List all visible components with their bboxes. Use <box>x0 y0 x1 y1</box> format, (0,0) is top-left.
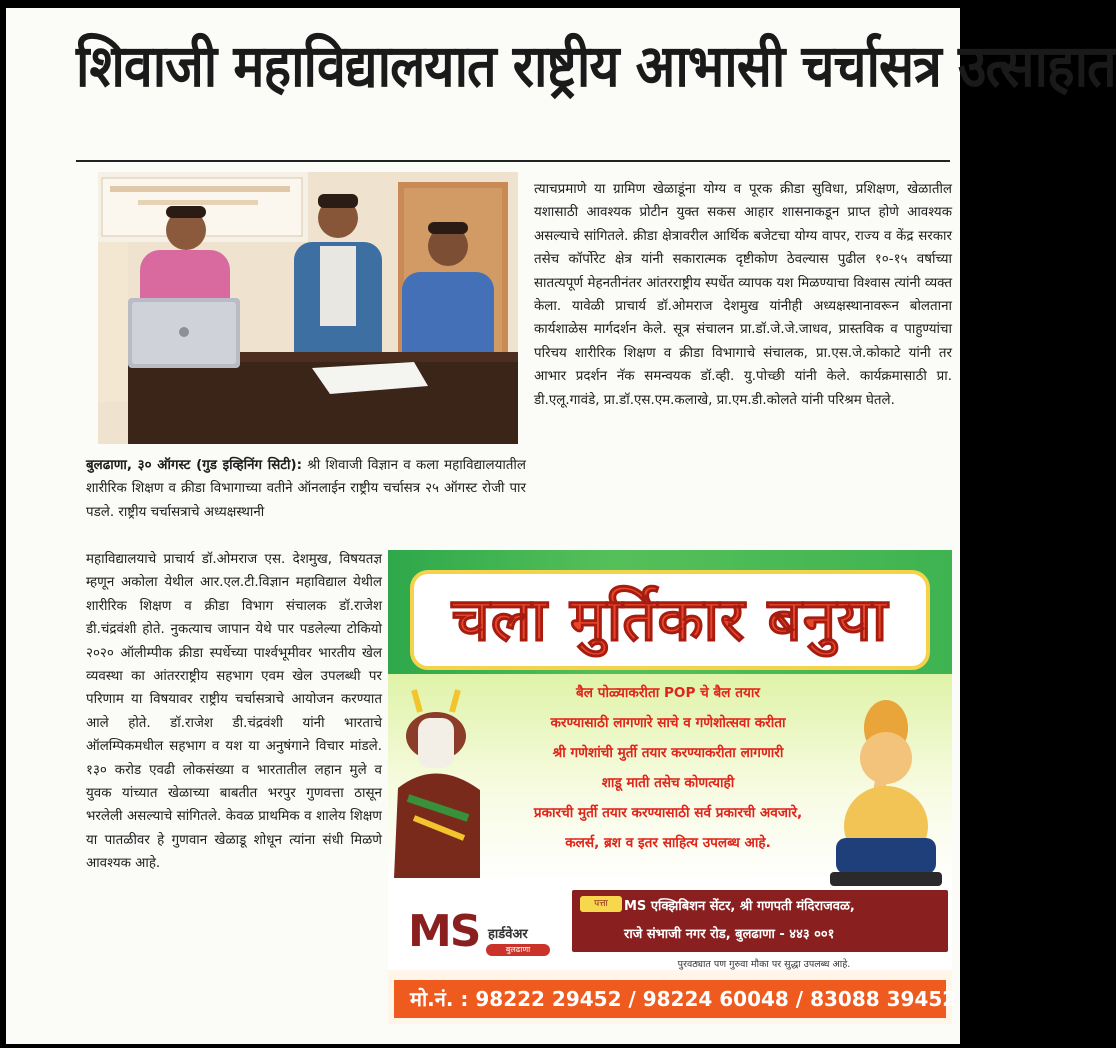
ad-line: करण्यासाठी लागणारे साचे व गणेशोत्सवा करीता <box>550 715 786 731</box>
ad-description <box>478 678 858 858</box>
article-headline: शिवाजी महाविद्यालयात राष्ट्रीय आभासी चर्चासत्र उत्साहात <box>76 33 1116 101</box>
ad-line: कलर्स, ब्रश व इतर साहित्य उपलब्ध आहे. <box>565 835 771 851</box>
ad-phone-numbers: मो.नं. : 98222 29452 / 98224 60048 / 83088 39452 <box>394 980 946 1018</box>
newspaper-clipping <box>6 8 1116 1044</box>
ms-logo: MS <box>408 906 480 957</box>
ad-line: श्री गणेशांची मुर्ती तयार करण्याकरीता लागणारी <box>552 745 784 761</box>
ad-line: बैल पोळ्याकरीता POP चे बैल तयार <box>576 685 760 701</box>
ad-address-tag: पत्ता <box>580 896 622 912</box>
ad-address-box <box>572 890 948 952</box>
ad-title: चला मुर्तिकार बनुया <box>451 585 889 655</box>
article-left-column: महाविद्यालयाचे प्राचार्य डॉ.ओमराज एस. देशमुख, विषयतज्ञ म्हणून अकोला येथील आर.एल.टी.विज्ञान महाविद्याल येथील शारीरिक शिक्षण व क्रीडा विभाग संचालक डॉ.राजेश डी.चंद्रवंशी होते. नुकत्याच जापान येथे पार पडलेल्या टोकियो २०२० ऑलीम्पीक क्रीडा स्पर्धेच्या पार्श्वभूमीवर भारतीय खेल व्यवस्था का आंतरराष्ट्रीय सहभाग एवम खेल उपलब्धी पर परिणाम या विषयावर राष्ट्रीय चर्चासत्राचे आयोजन करण्यात आले होते. डॉ.राजेश डी.चंद्रवंशी यांनी भारताचे ऑलम्पिकमधील सहभाग व यश या अनुषंगाने विचार मांडले. १३० करोड एवढी लोकसंख्या व भारतातील लहान मुले व युवक यांच्यात खेळाच्या बाबतीत भरपुर गुणवत्ता ठासून भरलेली असल्याचे सांगितले. केवळ प्राथमिक व शालेय शिक्षण या पातळीवर हे गुणवान खेळाडू शोधून त्यांना संधी मिळणे आवश्यक आहे. <box>86 552 382 872</box>
bull-illustration <box>388 678 488 888</box>
event-photo-illustration <box>98 172 518 444</box>
event-photo <box>98 172 518 444</box>
ad-line: शाडू माती तसेच कोणत्याही <box>601 775 735 791</box>
headline-rule <box>76 160 950 162</box>
ad-line: प्रकारची मुर्ती तयार करण्यासाठी सर्व प्रकारची अवजारे, <box>533 805 803 821</box>
ms-logo-subtitle: हार्डवेअर <box>488 927 528 942</box>
article-intro <box>86 454 526 524</box>
ad-address-line: राजे संभाजी नगर रोड, बुलढाणा - ४४३ ००१ <box>624 927 835 942</box>
ad-address-line: MS एक्झिबिशन सेंटर, श्री गणपती मंदिराजवळ, <box>624 899 855 914</box>
ms-logo-tag: बुलढाणा <box>486 944 550 956</box>
ad-note: पुरवठ्यात पण गुरुवा मौका पर सुद्धा उपलब्ध आहे. <box>677 959 851 970</box>
advertisement <box>388 550 957 1024</box>
article-right-column: त्याचप्रमाणे या ग्रामिण खेळाडूंना योग्य व पूरक क्रीडा सुविधा, प्रशिक्षण, खेळातील यशासाठी आवश्यक प्रोटीन युक्त सकस आहार शासनाकडून प्राप्त होणे आवश्यक असल्याचे सांगितले. क्रीडा क्षेत्रावरील आर्थिक बजेटचा योग्य वापर, राज्य व केंद्र सरकार तसेच कॉर्पोरेट क्षेत्र यांनी सकारात्मक दृष्टीकोण ठेवल्यास पुढील १०-१५ वर्षाच्या सातत्यपूर्ण मेहनतीनंतर आंतरराष्ट्रीय स्पर्धेत व्यापक यश मिळण्याचा विश्वास त्यांनी व्यक्त केला. यावेळी प्राचार्य डॉ.ओमराज देशमुख यांनीही अध्यक्षस्थानावरून बोलताना कार्यशाळेस मार्गदर्शन केले. सूत्र संचालन प्रा.डॉ.जे.जे.जाधव, प्रास्तविक व पाहुण्यांचा परिचय शारीरिक शिक्षण व क्रीडा विभागाचे संचालक, प्रा.एस.जे.कोकाटे यांनी तर आभार प्रदर्शन नॅक समन्वयक डॉ.व्ही. यु.पोच्छी यांनी केले. कार्यक्रमासाठी प्रा. डी.एलू.गावंडे, प्रा.डॉ.एस.एम.कलाखे, प्रा.एम.डी.कोलते यांनी परिश्रम घेतले. <box>534 182 952 408</box>
article-intro-text: श्री शिवाजी विज्ञान व कला महाविद्यालयातील शारीरिक शिक्षण व क्रीडा विभागाच्या वतीने ऑनलाईन राष्ट्रीय चर्चासत्र २५ ऑगस्ट रोजी पार पडले. राष्ट्रीय चर्चासत्राचे अध्यक्षस्थानी <box>86 458 526 520</box>
article-dateline: बुलढाणा, ३० ऑगस्ट (गुड इव्हिनिंग सिटी): <box>86 458 302 473</box>
